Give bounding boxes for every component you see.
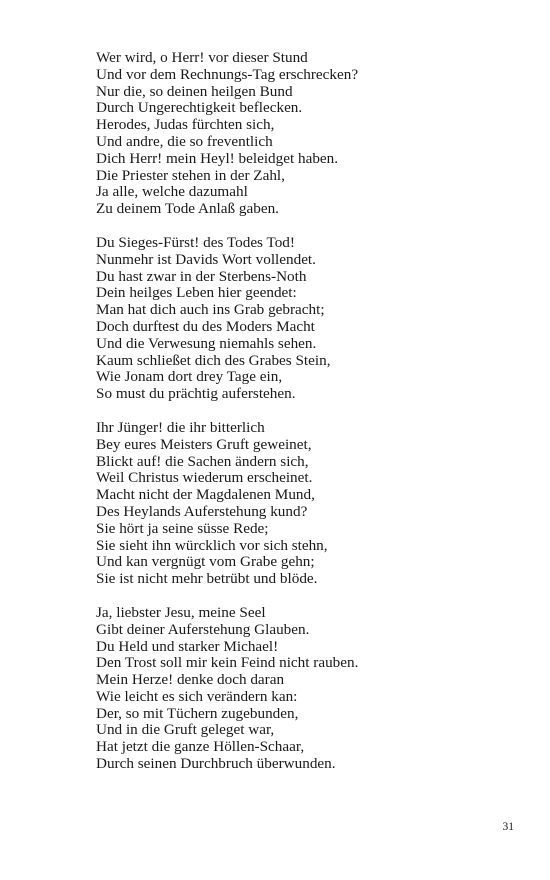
poem-line: Du hast zwar in der Sterbens-Noth [96,267,307,285]
poem-line: Ja, liebster Jesu, meine Seel [96,603,266,621]
poem-line: Den Trost soll mir kein Feind nicht rauben. [96,654,359,672]
poem-line: Und kan vergnügt vom Grabe gehn; [96,553,315,571]
poem-line: Der, so mit Tüchern zugebunden, [96,704,299,722]
poem-line: Man hat dich auch ins Grab gebracht; [96,301,325,319]
poem-line: Weil Christus wiederum erscheinet. [96,469,313,487]
poem-line: Macht nicht der Magdalenen Mund, [96,486,315,504]
poem-line: Nur die, so deinen heilgen Bund [96,82,293,100]
poem-line: Gibt deiner Auferstehung Glauben. [96,620,310,638]
poem-line: Durch seinen Durchbruch überwunden. [96,755,336,773]
poem-line: Doch durftest du des Moders Macht [96,317,315,335]
poem-line: Hat jetzt die ganze Höllen-Schaar, [96,738,305,756]
poem-line: Nunmehr ist Davids Wort vollendet. [96,250,316,268]
stanza-2 [96,235,516,403]
poem-line: Und die Verwesung niemahls sehen. [96,334,317,352]
poem-line: Die Priester stehen in der Zahl, [96,166,285,184]
poem-line: Zu deinem Tode Anlaß gaben. [96,200,279,218]
stanza-3 [96,420,516,588]
poem-line: Ihr Jünger! die ihr bitterlich [96,418,265,436]
poem-line: Du Sieges-Fürst! des Todes Tod! [96,233,295,251]
poem-line: Sie sieht ihn würcklich vor sich stehn, [96,536,328,554]
poem-line: Durch Ungerechtigkeit beflecken. [96,99,303,117]
poem-line: Blickt auf! die Sachen ändern sich, [96,452,309,470]
poem-line: Wer wird, o Herr! vor dieser Stund [96,49,308,66]
poem-line: Kaum schließet dich des Grabes Stein, [96,351,331,369]
poem-line: Wie leicht es sich verändern kan: [96,687,298,705]
poem-line: Des Heylands Auferstehung kund? [96,502,308,520]
stanza-1 [96,50,516,218]
poem-line: Bey eures Meisters Gruft geweinet, [96,435,312,453]
poem-line: Und andre, die so freventlich [96,132,273,150]
poem-line: Wie Jonam dort drey Tage ein, [96,368,283,386]
poem-line: Sie hört ja seine süsse Rede; [96,519,269,537]
poem-line: So must du prächtig auferstehen. [96,385,296,403]
poem-line: Sie ist nicht mehr betrübt und blöde. [96,570,318,588]
poem-line: Mein Herze! denke doch daran [96,671,285,689]
poem-line: Du Held und starker Michael! [96,637,279,655]
poem-line: Ja alle, welche dazumahl [96,183,248,201]
poem-line: Und vor dem Rechnungs-Tag erschrecken? [96,65,359,83]
poem-line: Und in die Gruft geleget war, [96,721,275,739]
poem-line: Herodes, Judas fürchten sich, [96,116,275,134]
poem-line: Dich Herr! mein Heyl! beleidget haben. [96,149,339,167]
poem-line: Dein heilges Leben hier geendet: [96,284,297,302]
poem [96,50,516,790]
stanza-4 [96,605,516,773]
page-number: 31 [502,821,514,833]
